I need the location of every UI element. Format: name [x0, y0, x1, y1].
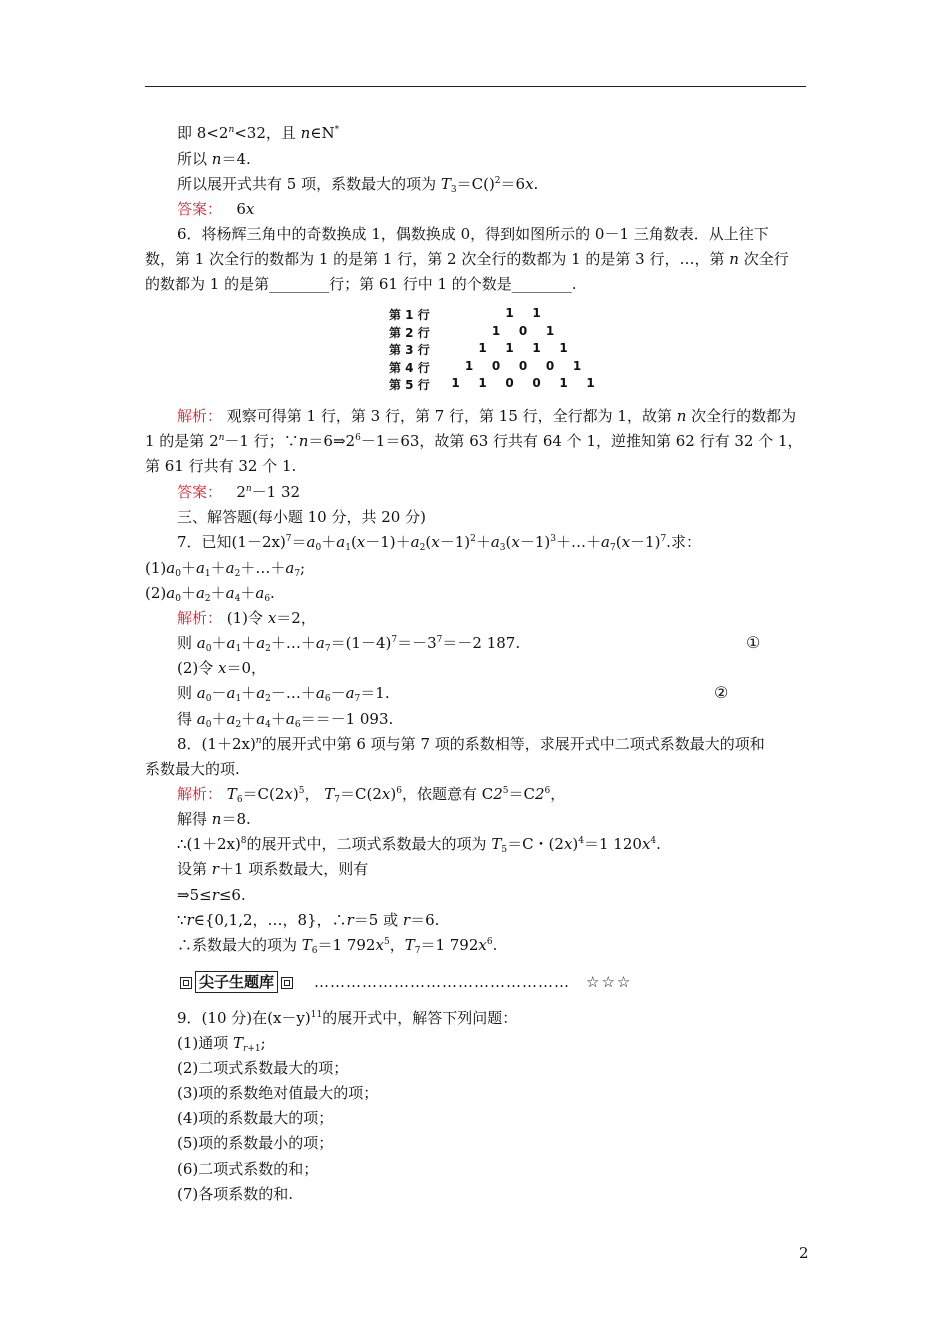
- triangle-cell: 1: [532, 341, 541, 355]
- question-bank-banner: [177, 970, 632, 994]
- triangle-row-label: 第 5 行: [389, 378, 430, 392]
- solution-line: 解析： (1)令 x＝2，: [177, 609, 316, 627]
- text-line: ∵r∈{0,1,2，…，8}，∴r＝5 或 r＝6.: [177, 911, 440, 929]
- text-line: 则 $a_0-a_1+a_2-\dots+a_6-a_7=1$.: [177, 684, 390, 704]
- question-8: 8．$(1+2x)^n$的展开式中第 6 项与第 7 项的系数相等，求展开式中二项式系数最大的项和: [177, 735, 765, 753]
- triangle-cell: 0: [491, 358, 501, 373]
- square-icon: [180, 977, 192, 989]
- bank-title: 尖子生题库: [195, 971, 278, 993]
- text-line: ∴系数最大的项为 $T_6=1$ $792x^5$，$T_7=1$ $792x^6$.: [177, 936, 498, 956]
- answer-line: 答案： $2^n-1$ 32: [177, 483, 301, 501]
- text-line: 的数都为 1 的是第________行；第 61 行中 1 的个数是________.: [145, 275, 577, 293]
- triangle-cell: 1: [505, 341, 514, 355]
- page-number: 2: [799, 1244, 809, 1262]
- question-7: 7．已知$(1-2x)^7=a_0+a_1(x-1)+a_2(x-1)^2+a_3(x-1)^3+\dots+a_7(x-1)^7$.求：: [177, 533, 701, 553]
- triangle-cell: 1: [478, 376, 487, 390]
- circled-marker: ②: [714, 683, 729, 702]
- section-heading: 三、解答题(每小题 10 分，共 20 分): [177, 508, 426, 526]
- circled-marker: ①: [746, 633, 761, 652]
- triangle-cell: 1: [559, 341, 568, 355]
- text-line: 即 $8<2^n<32$，且 n∈N*: [177, 124, 340, 142]
- triangle-cell: 1: [451, 376, 460, 390]
- text-line: 得 $a_0+a_2+a_4+a_6==-1$ 093.: [177, 710, 394, 730]
- triangle-cell: 1: [545, 323, 555, 338]
- triangle-cell: 1: [491, 323, 501, 338]
- text-line: 设第 r＋1 项系数最大，则有: [177, 860, 369, 878]
- text-line: 解得 n＝8.: [177, 810, 251, 828]
- text-line: 则 $a_0+a_1+a_2+\dots+a_7=(1-4)^7=-3^7=-2$ 187.: [177, 634, 521, 654]
- solution-line: 解析： 观察可得第 1 行，第 3 行，第 7 行，第 15 行，全行都为 1，故第 n 次全行的数都为: [177, 407, 797, 425]
- triangle-row: [389, 376, 609, 394]
- text-line: (6)二项式系数的和；: [177, 1160, 319, 1178]
- solution-line: 解析： $T_6=C(2x)^5$， $T_7=C(2x)^6$，依题意有 $C2^5=C2^6$，: [177, 785, 566, 805]
- triangle-row-label: 第 3 行: [389, 343, 430, 357]
- triangle-row: [389, 341, 609, 359]
- triangle-cell: 1: [532, 306, 541, 320]
- binary-triangle-table: [389, 306, 609, 394]
- dot-leader: …………………………………………: [314, 973, 571, 991]
- triangle-cell: 0: [518, 358, 528, 373]
- text-line: (3)项的系数绝对值最大的项；: [177, 1084, 379, 1102]
- text-line: 所以展开式共有 5 项，系数最大的项为 $T_3=C()^2=6x$.: [177, 175, 539, 195]
- triangle-cell: 0: [532, 376, 541, 390]
- text-line: (7)各项系数的和.: [177, 1185, 294, 1203]
- text-line: 第 61 行共有 32 个 1.: [145, 457, 297, 475]
- text-line: $\therefore(1+2x)^8$的展开式中，二项式系数最大的项为 $T_5=C$・$(2x)^4=1$ $120x^4$.: [177, 835, 661, 855]
- text-line: 所以 n＝4.: [177, 150, 251, 168]
- text-line: (1)通项 $T_{r+1}$;: [177, 1034, 266, 1054]
- triangle-cell: 1: [505, 306, 514, 320]
- text-line: 1 的是第 $2^n-1$ 行；$\because n=6\Rightarrow 2^6-1=63$，故第 63 行共有 64 个 1，逆推知第 62 行有 32 个 1，: [145, 432, 803, 450]
- text-line: 数，第 1 次全行的数都为 1 的是第 1 行，第 2 次全行的数都为 1 的是第 3 行，…，第 n 次全行: [145, 250, 789, 268]
- answer-line: 答案： 6x: [177, 200, 255, 218]
- text-line: 系数最大的项.: [145, 760, 240, 778]
- triangle-row: [389, 324, 609, 342]
- triangle-row: [389, 359, 609, 377]
- triangle-cell: 0: [518, 323, 528, 338]
- triangle-cell: 1: [464, 358, 474, 373]
- triangle-row-label: 第 2 行: [389, 325, 430, 340]
- triangle-cell: 1: [572, 358, 582, 373]
- text-line: (2)二项式系数最大的项；: [177, 1059, 349, 1077]
- triangle-cell: 0: [505, 376, 514, 390]
- difficulty-stars: ☆☆☆: [586, 973, 633, 991]
- header-rule: [145, 86, 806, 87]
- triangle-row-label: 第 1 行: [389, 308, 430, 322]
- text-line: (4)项的系数最大的项；: [177, 1109, 334, 1127]
- triangle-row: [389, 306, 609, 324]
- triangle-cell: 0: [545, 358, 555, 373]
- text-line: ⇒5≤r≤6.: [177, 886, 246, 904]
- text-line: (2)令 x＝0，: [177, 659, 267, 677]
- question-6: 6．将杨辉三角中的奇数换成 1，偶数换成 0，得到如图所示的 0－1 三角数表．从上往下: [177, 225, 769, 243]
- triangle-cell: 1: [586, 376, 595, 390]
- question-9: 9．(10 分)在$(x-y)^{11}$的展开式中，解答下列问题：: [177, 1009, 518, 1027]
- text-line: $(2)a_0+a_2+a_4+a_6$.: [145, 584, 275, 604]
- text-line: $(1)a_0+a_1+a_2+\dots+a_7$;: [145, 559, 306, 579]
- triangle-cell: 1: [478, 341, 487, 355]
- triangle-row-label: 第 4 行: [389, 360, 430, 375]
- square-icon: [281, 977, 293, 989]
- text-line: (5)项的系数最小的项；: [177, 1134, 334, 1152]
- triangle-cell: 1: [559, 376, 568, 390]
